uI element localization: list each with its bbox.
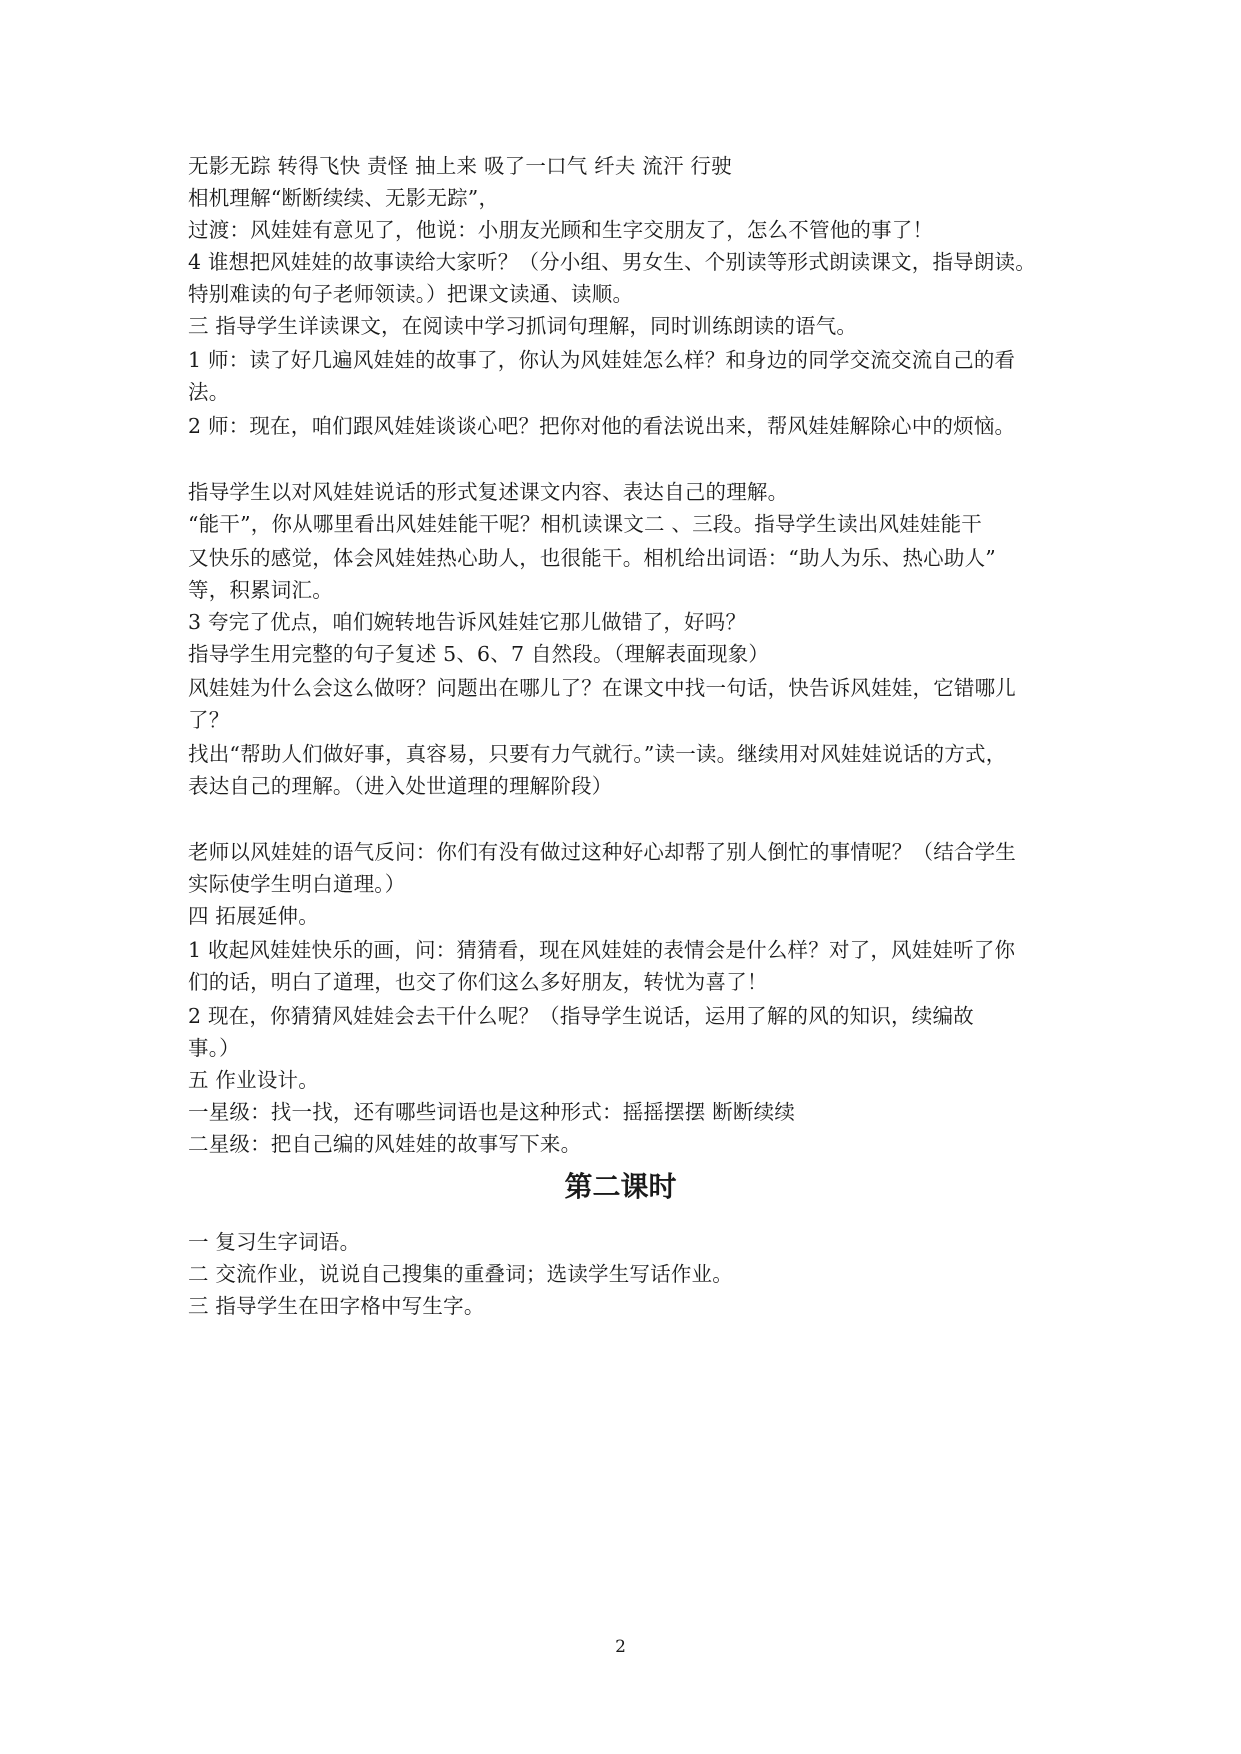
text-line: 4 谁想把风娃娃的故事读给大家听？（分小组、男女生、个别读等形式朗读课文，指导朗读。 xyxy=(188,250,1036,274)
text-line: 三 指导学生详读课文，在阅读中学习抓词句理解，同时训练朗读的语气。 xyxy=(188,314,858,338)
text-line: 找出“帮助人们做好事，真容易，只要有力气就行。”读一读。继续用对风娃娃说话的方式， xyxy=(188,742,1007,766)
text-line: 法。 xyxy=(188,380,230,404)
text-line: 四 拓展延伸。 xyxy=(188,904,319,928)
text-line: 一星级：找一找，还有哪些词语也是这种形式：摇摇摆摆 断断续续 xyxy=(188,1100,796,1124)
text-line: 指导学生以对风娃娃说话的形式复述课文内容、表达自己的理解。 xyxy=(188,480,789,504)
text-line: 过渡：风娃娃有意见了，他说：小朋友光顾和生字交朋友了，怎么不管他的事了！ xyxy=(188,218,934,242)
page-number: 2 xyxy=(615,1637,626,1657)
text-line: 3 夸完了优点，咱们婉转地告诉风娃娃它那儿做错了，好吗？ xyxy=(188,610,747,634)
text-line: 老师以风娃娃的语气反问：你们有没有做过这种好心却帮了别人倒忙的事情呢？（结合学生 xyxy=(188,840,1016,864)
text-line: 相机理解“断断续续、无影无踪”， xyxy=(188,186,500,210)
text-line: 2 师：现在，咱们跟风娃娃谈谈心吧？把你对他的看法说出来，帮风娃娃解除心中的烦恼。 xyxy=(188,414,1016,438)
text-line: 无影无踪 转得飞快 责怪 抽上来 吸了一口气 纤夫 流汗 行驶 xyxy=(188,154,732,178)
text-line: 二星级：把自己编的风娃娃的故事写下来。 xyxy=(188,1132,582,1156)
text-line: 一 复习生字词语。 xyxy=(188,1230,361,1254)
text-line: 风娃娃为什么会这么做呀？问题出在哪儿了？在课文中找一句话，快告诉风娃娃，它错哪儿 xyxy=(188,676,1016,700)
text-line: “能干”，你从哪里看出风娃娃能干呢？相机读课文二 、三段。指导学生读出风娃娃能干 xyxy=(188,512,982,536)
text-line: 二 交流作业，说说自己搜集的重叠词；选读学生写话作业。 xyxy=(188,1262,733,1286)
text-line: 事。） xyxy=(188,1036,240,1060)
text-line: 特别难读的句子老师领读。）把课文读通、读顺。 xyxy=(188,282,634,306)
text-line: 实际使学生明白道理。） xyxy=(188,872,406,896)
text-line: 又快乐的感觉，体会风娃娃热心助人，也很能干。相机给出词语：“助人为乐、热心助人” xyxy=(188,546,996,570)
text-line: 指导学生用完整的句子复述 5、6、7 自然段。（理解表面现象） xyxy=(188,642,770,666)
text-line: 了？ xyxy=(188,708,230,732)
text-line: 五 作业设计。 xyxy=(188,1068,319,1092)
text-line: 1 收起风娃娃快乐的画，问：猜猜看，现在风娃娃的表情会是什么样？对了，风娃娃听了你 xyxy=(188,938,1016,962)
text-line: 1 师：读了好几遍风娃娃的故事了，你认为风娃娃怎么样？和身边的同学交流交流自己的看 xyxy=(188,348,1016,372)
text-line: 三 指导学生在田字格中写生字。 xyxy=(188,1294,485,1318)
text-line: 等，积累词汇。 xyxy=(188,578,333,602)
text-line: 们的话，明白了道理，也交了你们这么多好朋友，转忧为喜了！ xyxy=(188,970,768,994)
section-heading: 第二课时 xyxy=(564,1170,677,1203)
text-line: 表达自己的理解。（进入处世道理的理解阶段） xyxy=(188,774,613,798)
text-line: 2 现在，你猜猜风娃娃会去干什么呢？（指导学生说话，运用了解的风的知识，续编故 xyxy=(188,1004,974,1028)
